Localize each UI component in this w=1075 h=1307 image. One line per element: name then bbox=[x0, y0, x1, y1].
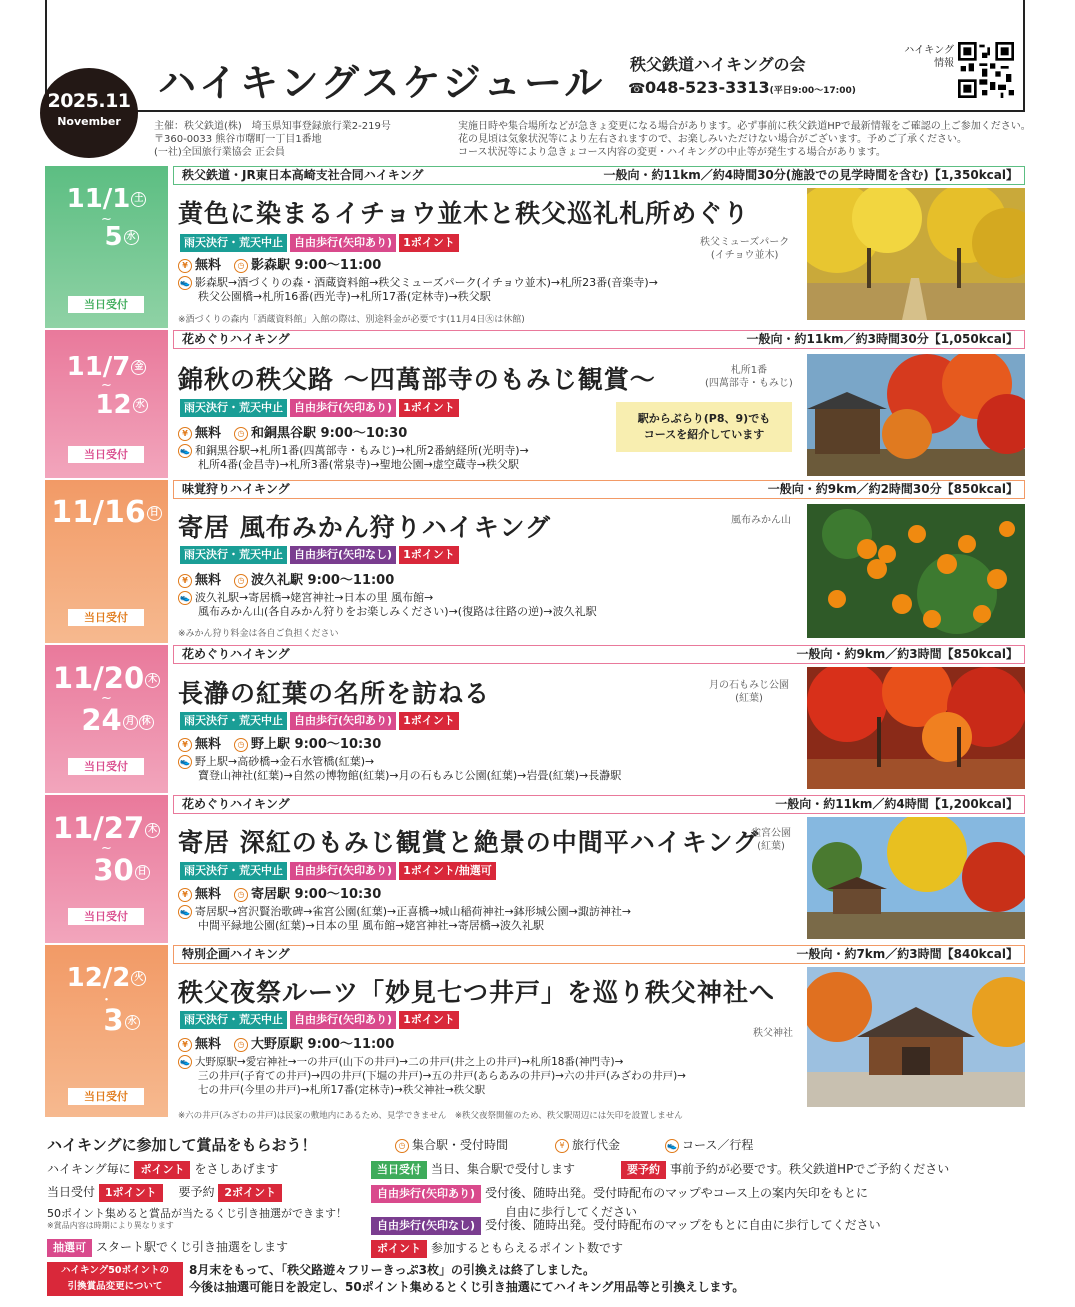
shoe-icon: 👟 bbox=[178, 276, 192, 290]
qr-label-line2: 情報 bbox=[934, 58, 954, 69]
route: 👟 大野原駅→愛宕神社→一の井戸(山下の井戸)→二の井戸(井之上の井戸)→札所18番(神門寺)→ 三の井戸(子育ての井戸)→四の井戸(下堀の井戸)→五の井戸(あらあみの井戸)→六の井戸(みざわの井戸)→ 七の井戸(今里の井戸)→札所17番(定林寺)→秩父神社→秩父駅 bbox=[178, 1055, 686, 1097]
tag-row bbox=[180, 231, 462, 249]
event-card bbox=[45, 795, 1025, 943]
qr-label-line1: ハイキング bbox=[904, 45, 954, 56]
shoe-icon: 👟 bbox=[178, 444, 192, 458]
category-bar bbox=[173, 795, 1025, 814]
clock-icon: ◷ bbox=[395, 1139, 409, 1153]
end-date: 30 日 bbox=[75, 853, 168, 887]
photo-caption: 風布みかん山 bbox=[731, 515, 791, 526]
yen-icon: ¥ bbox=[178, 259, 192, 273]
event-title: 黄色に染まるイチョウ並木と秩父巡礼札所めぐり bbox=[178, 199, 750, 228]
tag-walk: 自由歩行(矢印あり) bbox=[290, 1011, 396, 1029]
reserve-line: 要予約 事前予約が必要です。秩父鉄道HPでご予約ください bbox=[621, 1160, 949, 1179]
clock-icon: ◷ bbox=[234, 1038, 248, 1052]
spec: 一般向・約7km／約3時間【840kcal】 bbox=[796, 947, 1018, 961]
legend-fee: ¥ 旅行代金 bbox=[555, 1136, 620, 1153]
category: 花めぐりハイキング bbox=[182, 332, 290, 346]
tag-row bbox=[180, 396, 462, 414]
same-day-badge: 当日受付 bbox=[68, 1088, 144, 1105]
tag-row bbox=[180, 859, 499, 877]
same-day-line: 当日受付 当日、集合駅で受付します bbox=[371, 1160, 575, 1179]
point-legend-line: ポイント 参加するともらえるポイント数です bbox=[371, 1239, 623, 1258]
fee-station: ¥ 無料 ◷ 和銅黒谷駅 9:00〜10:30 bbox=[178, 422, 407, 441]
route: 👟 寄居駅→宮沢賢治歌碑→雀宮公園(紅葉)→正喜橋→城山稲荷神社→鉢形城公園→諏訪神社→ 中間平緑地公園(紅葉)→日本の里 風布館→姥宮神社→寄居橋→波久礼駅 bbox=[178, 905, 631, 933]
date-column: 11/1 土 ~ 5 水 当日受付 bbox=[45, 166, 168, 328]
tag-walk: 自由歩行(矢印あり) bbox=[290, 862, 396, 880]
tag-weather: 雨天決行・荒天中止 bbox=[180, 862, 287, 880]
spec: 一般向・約11km／約3時間30分【1,050kcal】 bbox=[746, 332, 1018, 346]
shoe-icon: 👟 bbox=[178, 1055, 192, 1069]
event-title: 寄居 風布みかん狩りハイキング bbox=[178, 513, 551, 542]
photo-caption: 月の石もみじ公園 (紅葉) bbox=[709, 680, 789, 704]
tag-point: 1ポイント bbox=[399, 234, 459, 252]
month-en: November bbox=[57, 115, 121, 128]
category: 花めぐりハイキング bbox=[182, 647, 290, 661]
same-day-badge: 当日受付 bbox=[68, 296, 144, 313]
start-date: 12/2 火 bbox=[45, 963, 168, 993]
callout-box: 駅からぶらり(P8、9)でも コースを紹介しています bbox=[616, 402, 792, 452]
start-date: 11/20 木 bbox=[45, 661, 168, 695]
fee-station: ¥ 無料 ◷ 波久礼駅 9:00〜11:00 bbox=[178, 569, 394, 588]
same-day-badge: 当日受付 bbox=[68, 609, 144, 626]
date-column bbox=[45, 480, 168, 643]
autumn-park-photo bbox=[807, 667, 1025, 789]
yen-icon: ¥ bbox=[555, 1139, 569, 1153]
route: 👟 野上駅→高砂橋→金石水管橋(紅葉)→ 寶登山神社(紅葉)→自然の博物館(紅葉)→月の石もみじ公園(紅葉)→岩畳(紅葉)→長瀞駅 bbox=[178, 755, 621, 783]
legend-course: 👟 コース／行程 bbox=[665, 1136, 753, 1153]
event-card bbox=[45, 166, 1025, 328]
start-date: 11/7 金 bbox=[45, 352, 168, 382]
legend-heading: ハイキングに参加して賞品をもらおう！ bbox=[47, 1136, 317, 1154]
tag-row bbox=[180, 543, 462, 561]
event-card bbox=[45, 945, 1025, 1121]
tag-weather: 雨天決行・荒天中止 bbox=[180, 234, 287, 252]
tel-number: 048-523-3313 bbox=[645, 78, 770, 97]
event-note: ※六の井戸(みざわの井戸)は民家の敷地内にあるため、見学できません ※秩父夜祭開催のため、秩父駅周辺には矢印を設置しません bbox=[178, 1111, 683, 1121]
sponsor-line: 主催：秩父鉄道(株) 埼玉県知事登録旅行業2-219号 bbox=[154, 121, 391, 132]
notice-line: コース状況等により急きょコース内容の変更・ハイキングの中止等が発生する場合があります。 bbox=[458, 147, 886, 158]
shrine-photo bbox=[807, 967, 1025, 1107]
year-month: 2025.11 bbox=[47, 90, 131, 112]
tag-row bbox=[180, 1008, 462, 1026]
event-card bbox=[45, 480, 1025, 643]
photo-caption: 秩父神社 bbox=[753, 1028, 793, 1039]
clock-icon: ◷ bbox=[234, 738, 248, 752]
spec: 一般向・約9km／約3時間【850kcal】 bbox=[796, 647, 1018, 661]
spec: 一般向・約11km／約4時間【1,200kcal】 bbox=[775, 797, 1018, 811]
prize-note: ※賞品内容は時期により異なります bbox=[47, 1221, 174, 1230]
clock-icon: ◷ bbox=[234, 574, 248, 588]
end-date: 12 水 bbox=[75, 390, 168, 420]
tag-point: 1ポイント bbox=[399, 399, 459, 417]
phone-icon: ☎ bbox=[628, 81, 646, 97]
date-column: 11/27 木 ~ 30 日 当日受付 bbox=[45, 795, 168, 943]
notice-line: 実施日時や集合場所などが急きょ変更になる場合があります。必ず事前に秩父鉄道HPで最新情報をご確認の上ご参加ください。 bbox=[458, 121, 1031, 132]
mandarin-photo bbox=[807, 504, 1025, 638]
date-column: 11/20 木 ~ 24 月 休 当日受付 bbox=[45, 645, 168, 793]
tag-weather: 雨天決行・荒天中止 bbox=[180, 399, 287, 417]
event-title: 錦秋の秩父路 〜四萬部寺のもみじ観賞〜 bbox=[178, 365, 656, 394]
same-day-badge: 当日受付 bbox=[68, 758, 144, 775]
shoe-icon: 👟 bbox=[665, 1139, 679, 1153]
category: 秩父鉄道・JR東日本高崎支社合同ハイキング bbox=[182, 168, 424, 182]
yen-icon: ¥ bbox=[178, 738, 192, 752]
fee-station: ¥ 無料 ◷ 寄居駅 9:00〜10:30 bbox=[178, 883, 381, 902]
tag-walk: 自由歩行(矢印あり) bbox=[290, 399, 396, 417]
tel bbox=[628, 78, 856, 97]
event-card bbox=[45, 330, 1025, 478]
tag-weather: 雨天決行・荒天中止 bbox=[180, 1011, 287, 1029]
shoe-icon: 👟 bbox=[178, 591, 192, 605]
yen-icon: ¥ bbox=[178, 427, 192, 441]
photo-caption: 秩父ミューズパーク (イチョウ並木) bbox=[700, 237, 790, 261]
shoe-icon: 👟 bbox=[178, 905, 192, 919]
lottery-line: 抽選可 スタート駅でくじ引き抽選をします bbox=[47, 1238, 288, 1257]
clock-icon: ◷ bbox=[234, 259, 248, 273]
route: 👟 影森駅→酒づくりの森・酒蔵資料館→秩父ミューズパーク(イチョウ並木)→札所23番(音楽寺)→ 秩父公園橋→札所16番(西光寺)→札所17番(定林寺)→秩父駅 bbox=[178, 276, 658, 304]
tag-weather: 雨天決行・荒天中止 bbox=[180, 712, 287, 730]
tag-walk: 自由歩行(矢印なし) bbox=[290, 546, 396, 564]
date-column: 12/2 火 ・ 3 水 当日受付 bbox=[45, 945, 168, 1117]
maple-temple-photo bbox=[807, 354, 1025, 476]
tag-point: 1ポイント bbox=[399, 546, 459, 564]
start-date: 11/1 土 bbox=[45, 184, 168, 214]
tag-point: 1ポイント/抽選可 bbox=[399, 862, 496, 880]
end-date: 5 水 bbox=[75, 222, 168, 252]
same-day-badge: 当日受付 bbox=[68, 908, 144, 925]
legend bbox=[45, 1130, 1025, 1300]
end-date: 24 月 休 bbox=[67, 703, 168, 737]
photo-caption: 雀宮公園 (紅葉) bbox=[751, 828, 791, 852]
tag-walk: 自由歩行(矢印あり) bbox=[290, 712, 396, 730]
sponsor-info bbox=[154, 120, 391, 159]
photo-caption: 札所1番 (四萬部寺・もみじ) bbox=[705, 365, 793, 389]
event-title: 長瀞の紅葉の名所を訪ねる bbox=[178, 679, 491, 708]
category: 花めぐりハイキング bbox=[182, 797, 290, 811]
end-date: 3 水 bbox=[75, 1003, 168, 1037]
prize-line: 50ポイント集めると賞品が当たるくじ引き抽選ができます！ bbox=[47, 1207, 347, 1220]
category-bar bbox=[173, 166, 1025, 185]
event-title: 秩父夜祭ルーツ「妙見七つ井戸」を巡り秩父神社へ bbox=[178, 978, 776, 1007]
start-date: 11/16 日 bbox=[45, 495, 168, 530]
tag-row bbox=[180, 709, 462, 727]
shoe-icon: 👟 bbox=[178, 755, 192, 769]
event-title: 寄居 深紅のもみじ観賞と絶景の中間平ハイキング bbox=[178, 828, 759, 857]
route: 👟 和銅黒谷駅→札所1番(四萬部寺・もみじ)→札所2番納経所(光明寺)→ 札所4番(金昌寺)→札所3番(常泉寺)→聖地公園→虚空蔵寺→秩父駅 bbox=[178, 444, 529, 472]
prize-change-text: 8月末をもって、「秩父路遊々フリーきっぷ3枚」の引換えは終了しました。 今後は抽選可能日を設定し、50ポイント集めるとくじ引き抽選にてハイキング用品等と引換えします。 bbox=[189, 1263, 745, 1294]
point-values: 当日受付 1ポイント 要予約 2ポイント bbox=[47, 1183, 286, 1202]
category: 特別企画ハイキング bbox=[182, 947, 290, 961]
fee-station: ¥ 無料 ◷ 大野原駅 9:00〜11:00 bbox=[178, 1033, 394, 1052]
clock-icon: ◷ bbox=[234, 888, 248, 902]
clock-icon: ◷ bbox=[234, 427, 248, 441]
tag-walk: 自由歩行(矢印あり) bbox=[290, 234, 396, 252]
category-bar bbox=[173, 645, 1025, 664]
category-bar bbox=[173, 330, 1025, 349]
arrow-yes-line: 自由歩行(矢印あり) 受付後、随時出発。受付時配布のマップやコース上の案内矢印をもとに 自由に歩行してください bbox=[371, 1184, 868, 1220]
arrow-no-line: 自由歩行(矢印なし) 受付後、随時出発。受付時配布のマップをもとに自由に歩行してください bbox=[371, 1216, 881, 1235]
ginkgo-photo bbox=[807, 188, 1025, 320]
fee-station: ¥ 無料 ◷ 野上駅 9:00〜10:30 bbox=[178, 733, 381, 752]
notice-line: 花の見頃は気象状況等により左右されますので、お楽しみいただけない場合がございます。予めご了承ください。 bbox=[458, 134, 967, 145]
qr-label bbox=[896, 44, 954, 70]
category-bar bbox=[173, 480, 1025, 499]
start-date: 11/27 木 bbox=[45, 811, 168, 845]
fee-station: ¥ 無料 ◷ 影森駅 9:00〜11:00 bbox=[178, 254, 381, 273]
category-bar bbox=[173, 945, 1025, 964]
park-pavilion-photo bbox=[807, 817, 1025, 939]
org-name: 秩父鉄道ハイキングの会 bbox=[630, 55, 806, 74]
tag-weather: 雨天決行・荒天中止 bbox=[180, 546, 287, 564]
prize-change-label: ハイキング50ポイントの 引換賞品変更について bbox=[47, 1262, 183, 1296]
tag-point: 1ポイント bbox=[399, 1011, 459, 1029]
event-note: ※みかん狩り料金は各自ご負担ください bbox=[178, 629, 339, 639]
route: 👟 波久礼駅→寄居橋→姥宮神社→日本の里 風布館→ 風布みかん山(各自みかん狩りをお楽しみください)→(復路は往路の逆)→波久礼駅 bbox=[178, 591, 597, 619]
month-badge bbox=[40, 68, 138, 158]
sponsor-line: (一社)全国旅行業協会 正会員 bbox=[154, 147, 285, 158]
sponsor-line: 〒360-0033 熊谷市曙町一丁目1番地 bbox=[154, 134, 322, 145]
qr-code-icon[interactable] bbox=[958, 42, 1014, 98]
same-day-badge: 当日受付 bbox=[68, 446, 144, 463]
tel-hours: (平日9:00〜17:00) bbox=[769, 86, 856, 96]
yen-icon: ¥ bbox=[178, 574, 192, 588]
notice bbox=[458, 120, 1031, 159]
spec: 一般向・約11km／約4時間30分(施設での見学時間を含む)【1,350kcal】 bbox=[603, 168, 1018, 182]
tag-point: 1ポイント bbox=[399, 712, 459, 730]
legend-gather: ◷ 集合駅・受付時間 bbox=[395, 1136, 508, 1153]
point-line: ハイキング毎に ポイント をさしあげます bbox=[47, 1160, 279, 1179]
event-card bbox=[45, 645, 1025, 793]
spec: 一般向・約9km／約2時間30分【850kcal】 bbox=[767, 482, 1018, 496]
yen-icon: ¥ bbox=[178, 888, 192, 902]
yen-icon: ¥ bbox=[178, 1038, 192, 1052]
page-title: ハイキングスケジュール bbox=[158, 61, 606, 105]
event-note: ※酒づくりの森内「酒蔵資料館」入館の際は、別途料金が必要です(11月4日㊋は休館) bbox=[178, 315, 525, 325]
category: 味覚狩りハイキング bbox=[182, 482, 290, 496]
date-column: 11/7 金 ~ 12 水 当日受付 bbox=[45, 330, 168, 478]
